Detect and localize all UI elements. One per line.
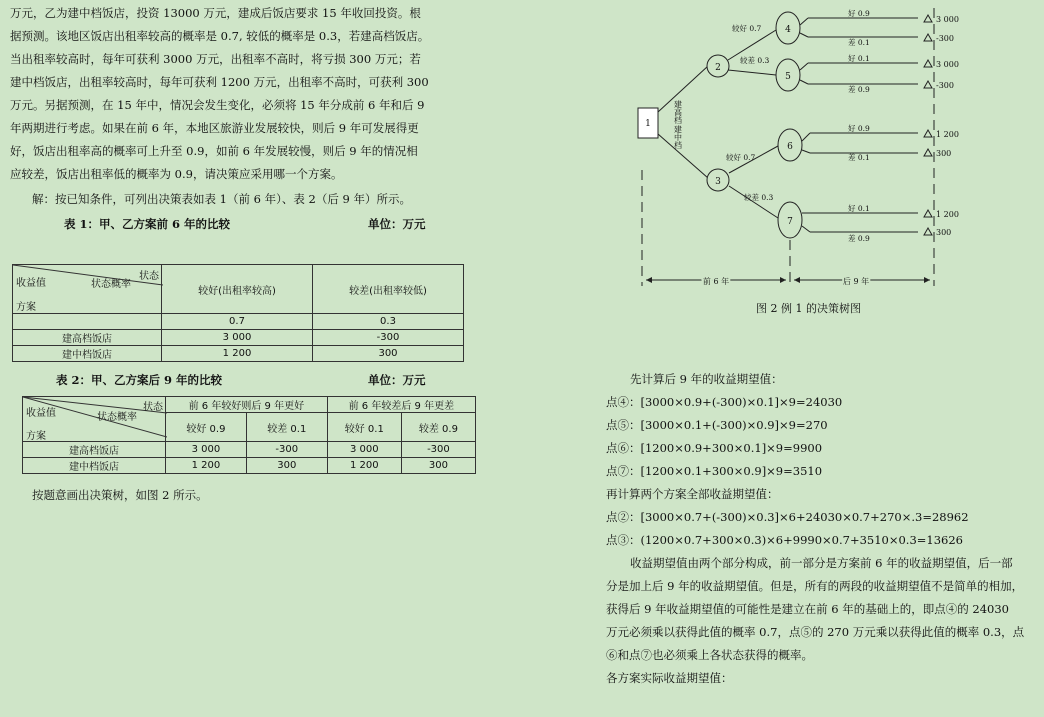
- table2-cell: -300: [401, 442, 475, 458]
- table1-prob1: 0.7: [162, 314, 313, 330]
- table1-col1: 较好(出租率较高): [162, 265, 313, 314]
- payoff-5b: -300: [936, 81, 954, 90]
- solution-line: 解：按已知条件，可列出决策表如表 1（前 6 年）、表 2（后 9 年）所示。: [32, 192, 411, 206]
- n6-bad-label: 差 0.1: [848, 153, 870, 162]
- para-line: 收益期望值由两个部分构成，前一部分是方案前 6 年的收益期望值，后一部: [630, 556, 1013, 570]
- table1-row-name: 建高档饭店: [13, 330, 162, 346]
- corner-left: 收益值: [16, 278, 46, 289]
- b2-good-label: 较好 0.7: [732, 24, 762, 33]
- para-line: 万元必须乘以获得此值的概率 0.7，点⑤的 270 万元乘以获得此值的概率 0.3，点: [606, 625, 1025, 639]
- table2-group2: 前 6 年较差后 9 年更差: [327, 397, 475, 413]
- corner-mid: 状态概率: [91, 279, 131, 290]
- text-line: 万元，乙为建中档饭店，投资 13000 万元，建成后饭店要求 15 年收回投资。根: [10, 6, 421, 20]
- para-line: 分是加上后 9 年的收益期望值。但是，所有的两段的收益期望值不是简单的相加，: [606, 579, 1024, 593]
- decision-tree: [628, 0, 988, 300]
- para-line: 获得后 9 年收益期望值的可能性是建立在前 6 年的基础上的，即点④的 24030: [606, 602, 1009, 616]
- table2-row-name: 建高档饭店: [23, 442, 166, 458]
- table1-col2: 较差(出租率较低): [313, 265, 464, 314]
- corner-bottom: 方案: [26, 431, 46, 442]
- node-5-label: 5: [785, 72, 791, 82]
- payoff-4b: -300: [936, 34, 954, 43]
- node-1-label: 1: [645, 119, 651, 129]
- text-line: 应较差，饭店出租率低的概率为 0.9，请决策应采用哪一个方案。: [10, 167, 343, 181]
- node-2-label: 2: [715, 63, 721, 73]
- calc-line: 点③：(1200×0.7+300×0.3)×6+9990×0.7+3510×0.3=13626: [606, 533, 963, 547]
- problem-paragraph: [10, 2, 430, 186]
- corner-top: 状态: [143, 402, 163, 413]
- branch-mid-label: 建中档: [673, 125, 683, 149]
- n7-bad-label: 差 0.9: [848, 234, 870, 243]
- table1-caption: 表 1：甲、乙方案前 6 年的比较: [64, 217, 231, 231]
- corner-top: 状态: [139, 271, 159, 282]
- n5-good-label: 好 0.1: [848, 54, 870, 63]
- node-3-label: 3: [715, 177, 721, 187]
- table1-row-name: 建中档饭店: [13, 346, 162, 362]
- branch-high-label: 建高档: [673, 100, 683, 124]
- table2-cell: -300: [246, 442, 327, 458]
- text-line: 据预测。该地区饭店出租率较高的概率是 0.7, 较低的概率是 0.3，若建高档饭店。: [10, 29, 430, 43]
- para-line: ⑥和点⑦也必须乘上各状态获得的概率。: [606, 648, 813, 662]
- table1-cell: 1 200: [162, 346, 313, 362]
- table1-cell: 3 000: [162, 330, 313, 346]
- table1-unit: 单位：万元: [368, 217, 426, 231]
- table1-corner: [13, 265, 162, 314]
- b3-good-label: 较好 0.7: [726, 153, 756, 162]
- period-1-label: 前 6 年: [702, 277, 730, 286]
- after-tables-line: 按题意画出决策树，如图 2 所示。: [32, 488, 208, 502]
- table2-cell: 1 200: [327, 458, 401, 474]
- n7-good-label: 好 0.1: [848, 204, 870, 213]
- payoff-5a: 3 000: [936, 60, 959, 69]
- table1-prob2: 0.3: [313, 314, 464, 330]
- text-line: 万元。另据预测，在 15 年中，情况会发生变化，必须将 15 年分成前 6 年和后 9: [10, 98, 425, 112]
- payoff-4a: 3 000: [936, 15, 959, 24]
- text-line: 年两期进行考虑。如果在前 6 年，本地区旅游业发展较快，则后 9 年可发展得更: [10, 121, 419, 135]
- corner-bottom: 方案: [16, 302, 36, 313]
- table2-cell: 1 200: [166, 458, 247, 474]
- calc-line: 点⑤：[3000×0.1+(-300)×0.9]×9=270: [606, 418, 828, 432]
- node-4-label: 4: [785, 25, 791, 35]
- table1: [12, 264, 464, 362]
- table2: [22, 396, 476, 474]
- n4-bad-label: 差 0.1: [848, 38, 870, 47]
- node-6-label: 6: [787, 142, 793, 152]
- table2-cell: 3 000: [166, 442, 247, 458]
- table2-sub: 较好 0.9: [166, 413, 247, 442]
- text-line: 建中档饭店，出租率较高时，每年可获利 1200 万元，出租率不高时，可获利 300: [10, 75, 429, 89]
- corner-left: 收益值: [26, 408, 56, 419]
- table1-cell: 300: [313, 346, 464, 362]
- calc-line: 点⑥：[1200×0.9+300×0.1]×9=9900: [606, 441, 823, 455]
- b3-bad-label: 较差 0.3: [744, 193, 774, 202]
- corner-mid: 状态概率: [97, 412, 137, 423]
- table1-cell: -300: [313, 330, 464, 346]
- table2-group1: 前 6 年较好则后 9 年更好: [166, 397, 328, 413]
- text-line: 当出租率较高时，每年可获利 3000 万元，出租率不高时，将亏损 300 万元；若: [10, 52, 421, 66]
- payoff-6b: 300: [936, 149, 952, 158]
- table2-cell: 300: [246, 458, 327, 474]
- table2-cell: 3 000: [327, 442, 401, 458]
- table1-prob-label: [13, 314, 162, 330]
- calc-lines: [606, 368, 1026, 690]
- n4-good-label: 好 0.9: [848, 9, 870, 18]
- calc-line: 先计算后 9 年的收益期望值：: [630, 372, 783, 386]
- n5-bad-label: 差 0.9: [848, 85, 870, 94]
- n6-good-label: 好 0.9: [848, 124, 870, 133]
- tree-caption: 图 2 例 1 的决策树图: [756, 302, 861, 315]
- table2-caption: 表 2：甲、乙方案后 9 年的比较: [56, 373, 223, 387]
- text-line: 好，饭店出租率高的概率可上升至 0.9，如前 6 年发展较慢，则后 9 年的情况相: [10, 144, 418, 158]
- table2-cell: 300: [401, 458, 475, 474]
- table2-sub: 较好 0.1: [327, 413, 401, 442]
- payoff-7b: 300: [936, 228, 952, 237]
- table2-unit: 单位：万元: [368, 373, 426, 387]
- table2-row-name: 建中档饭店: [23, 458, 166, 474]
- period-2-label: 后 9 年: [842, 277, 870, 286]
- calc-line: 点⑦：[1200×0.1+300×0.9]×9=3510: [606, 464, 823, 478]
- payoff-7a: 1 200: [936, 210, 959, 219]
- node-7-label: 7: [787, 217, 793, 227]
- table2-sub: 较差 0.1: [246, 413, 327, 442]
- calc-line: 点②：[3000×0.7+(-300)×0.3]×6+24030×0.7+270×.3=28962: [606, 510, 969, 524]
- calc-line: 点④：[3000×0.9+(-300)×0.1]×9=24030: [606, 395, 843, 409]
- table2-sub: 较差 0.9: [401, 413, 475, 442]
- b2-bad-label: 较差 0.3: [740, 56, 770, 65]
- table2-corner: [23, 397, 166, 442]
- para-line: 各方案实际收益期望值：: [606, 671, 733, 685]
- payoff-6a: 1 200: [936, 130, 959, 139]
- calc-line: 再计算两个方案全部收益期望值：: [606, 487, 779, 501]
